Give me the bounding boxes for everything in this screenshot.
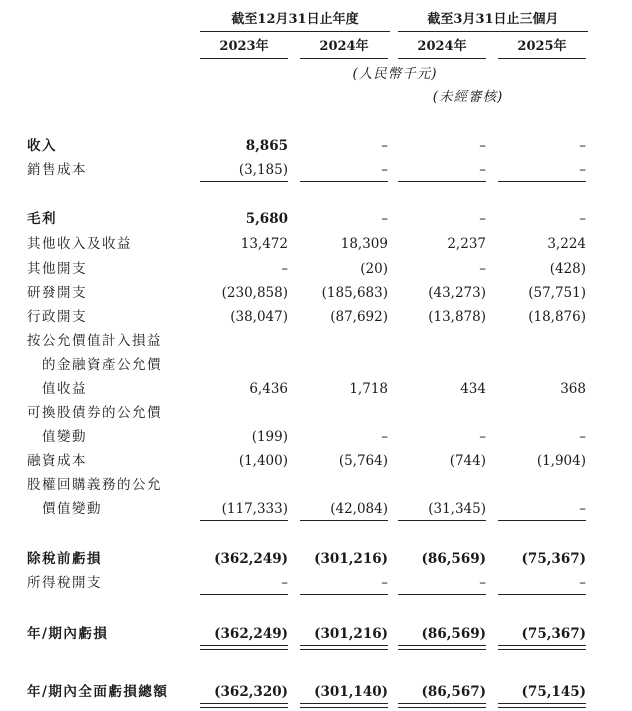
year-rule-3	[398, 58, 486, 59]
cell: (362,249)	[214, 626, 288, 642]
cell: 3,224	[547, 236, 586, 252]
subtotal-rule	[398, 594, 486, 595]
cell: (86,569)	[421, 551, 486, 567]
cell: 6,436	[249, 381, 288, 397]
cell: –	[579, 162, 586, 178]
cell: –	[479, 429, 486, 445]
cell: (38,047)	[230, 309, 288, 325]
header-group-year: 截至12月31日止年度	[231, 12, 359, 27]
cell: (3,185)	[238, 162, 288, 178]
cell: (86,567)	[421, 684, 486, 700]
row-label-gross-profit: 毛利	[27, 211, 57, 227]
double-rule-top	[398, 703, 486, 704]
double-rule-bottom	[200, 649, 288, 650]
unaudited-note: (未經審核)	[432, 89, 504, 105]
double-rule-top	[300, 645, 388, 646]
cell: –	[479, 211, 486, 227]
cell: –	[579, 501, 586, 517]
subtotal-rule	[200, 520, 288, 521]
cell: –	[381, 211, 388, 227]
row-label-revenue: 收入	[27, 138, 57, 154]
row-label-income-tax: 所得稅開支	[27, 575, 102, 591]
subtotal-rule	[398, 181, 486, 182]
subtotal-rule	[200, 594, 288, 595]
cell: –	[381, 162, 388, 178]
cell: (199)	[251, 429, 288, 445]
cell: (57,751)	[528, 285, 586, 301]
cell: –	[381, 575, 388, 591]
double-rule-bottom	[300, 707, 388, 708]
row-label-fvtpl-line1: 按公允價值計入損益	[27, 333, 162, 349]
unit-note: (人民幣千元)	[352, 66, 438, 82]
cell: 8,865	[245, 138, 288, 154]
double-rule-bottom	[498, 707, 586, 708]
row-label-convertible-line2: 值變動	[42, 429, 87, 445]
cell: (86,569)	[421, 626, 486, 642]
double-rule-bottom	[300, 649, 388, 650]
subtotal-rule	[200, 181, 288, 182]
row-label-rnd-expenses: 研發開支	[27, 285, 87, 301]
row-label-finance-costs: 融資成本	[27, 453, 87, 469]
row-label-loss-before-tax: 除稅前虧損	[27, 551, 102, 567]
cell: –	[281, 575, 288, 591]
cell: (117,333)	[221, 501, 288, 517]
row-label-fvtpl-line2: 的金融資產公允價	[42, 357, 162, 373]
double-rule-bottom	[398, 649, 486, 650]
subtotal-rule	[498, 520, 586, 521]
cell: –	[381, 429, 388, 445]
subtotal-rule	[300, 520, 388, 521]
subtotal-rule	[300, 181, 388, 182]
cell: (744)	[449, 453, 486, 469]
row-label-other-income: 其他收入及收益	[27, 236, 132, 252]
cell: –	[381, 138, 388, 154]
cell: (18,876)	[528, 309, 586, 325]
subtotal-rule	[498, 181, 586, 182]
cell: (31,345)	[428, 501, 486, 517]
cell: (75,367)	[521, 551, 586, 567]
cell: (43,273)	[428, 285, 486, 301]
cell: 5,680	[245, 211, 288, 227]
cell: –	[579, 429, 586, 445]
cell: (87,692)	[330, 309, 388, 325]
cell: –	[479, 138, 486, 154]
header-rule-quarter	[398, 31, 588, 32]
cell: 368	[560, 381, 586, 397]
cell: (1,400)	[238, 453, 288, 469]
cell: –	[579, 211, 586, 227]
header-rule-year	[200, 31, 390, 32]
cell: (5,764)	[338, 453, 388, 469]
cell: (20)	[360, 261, 388, 277]
double-rule-bottom	[498, 649, 586, 650]
year-rule-4	[498, 58, 586, 59]
row-label-repurchase-line2: 價值變動	[42, 501, 102, 517]
cell: (13,878)	[428, 309, 486, 325]
double-rule-top	[200, 703, 288, 704]
year-header-2: 2024年	[319, 39, 369, 54]
row-label-loss-for-period: 年/期內虧損	[27, 626, 109, 642]
year-header-3: 2024年	[417, 39, 467, 54]
double-rule-bottom	[200, 707, 288, 708]
cell: 13,472	[240, 236, 288, 252]
cell: (428)	[549, 261, 586, 277]
subtotal-rule	[398, 520, 486, 521]
cell: (1,904)	[536, 453, 586, 469]
cell: 18,309	[340, 236, 388, 252]
row-label-fvtpl-line3: 值收益	[42, 381, 87, 397]
row-label-convertible-line1: 可換股債券的公允價	[27, 405, 162, 421]
double-rule-top	[498, 703, 586, 704]
cell: (75,367)	[521, 626, 586, 642]
cell: 2,237	[447, 236, 486, 252]
double-rule-top	[200, 645, 288, 646]
double-rule-bottom	[398, 707, 486, 708]
cell: 434	[460, 381, 486, 397]
subtotal-rule	[498, 594, 586, 595]
year-header-1: 2023年	[219, 39, 269, 54]
cell: (362,249)	[214, 551, 288, 567]
cell: 1,718	[349, 381, 388, 397]
cell: (75,145)	[521, 684, 586, 700]
cell: (42,084)	[330, 501, 388, 517]
row-label-admin-expenses: 行政開支	[27, 309, 87, 325]
cell: (301,216)	[314, 551, 388, 567]
cell: (362,320)	[214, 684, 288, 700]
cell: (230,858)	[221, 285, 288, 301]
cell: (301,140)	[314, 684, 388, 700]
cell: (301,216)	[314, 626, 388, 642]
cell: (185,683)	[321, 285, 388, 301]
double-rule-top	[300, 703, 388, 704]
year-header-4: 2025年	[517, 39, 567, 54]
year-rule-2	[300, 58, 388, 59]
cell: –	[479, 162, 486, 178]
row-label-cost-of-sales: 銷售成本	[27, 162, 87, 178]
cell: –	[479, 261, 486, 277]
header-group-quarter: 截至3月31日止三個月	[427, 12, 559, 27]
cell: –	[281, 261, 288, 277]
cell: –	[579, 138, 586, 154]
cell: –	[479, 575, 486, 591]
row-label-other-expenses: 其他開支	[27, 261, 87, 277]
subtotal-rule	[300, 594, 388, 595]
cell: –	[579, 575, 586, 591]
row-label-repurchase-line1: 股權回購義務的公允	[27, 477, 162, 493]
row-label-total-comprehensive-loss: 年/期內全面虧損總額	[27, 684, 169, 700]
double-rule-top	[398, 645, 486, 646]
double-rule-top	[498, 645, 586, 646]
year-rule-1	[200, 58, 288, 59]
